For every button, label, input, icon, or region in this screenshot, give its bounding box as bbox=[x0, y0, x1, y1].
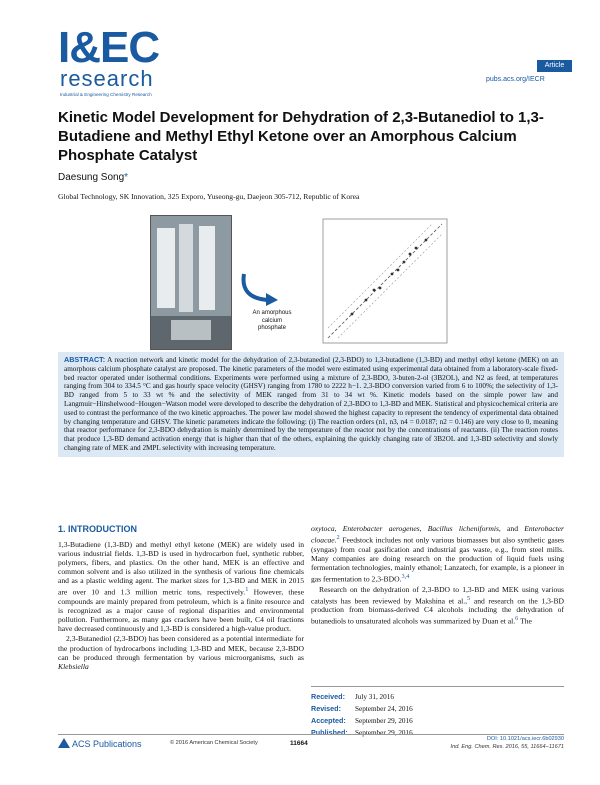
author-line bbox=[58, 172, 128, 183]
intro-paragraph-3: Research on the dehydration of 2,3-BDO to 1,3-BD and MEK using various catalysts has been reviewed by Makshina et al.,$^5$ and research on the 1,3-BD production from biomass-derived C4 alcohols including the dehydration of butanediols to unsaturated alcohols was summarized by Duan et al.$^6$ The bbox=[311, 584, 564, 626]
journal-logo-tagline: Industrial & Engineering Chemistry Research bbox=[60, 92, 152, 97]
citation-link[interactable]: 2 bbox=[336, 534, 340, 542]
doi-block bbox=[420, 736, 564, 751]
doi-link[interactable]: DOI: 10.1021/acs.iecr.6b02930 bbox=[486, 736, 564, 742]
citation: Ind. Eng. Chem. Res. 2016, 55, 11664−11671 bbox=[450, 743, 564, 750]
abstract-text: A reaction network and kinetic model for the dehydration of 2,3-butanediol (2,3-BDO) to 1,3-butadiene (1,3-BD) and methyl ethyl ketone (MEK) on an amorphous calcium phosphate catalyst are proposed. The kinetic parameters of the model were estimated using experimental data obtained from a laboratory-scale fixed-bed reactor operated under isothermal conditions. Experiments were performed using a mixture of 2,3-BDO, 3-buten-2-ol (3B2OL), and N2 as feed, at temperatures ranging from 304 to 334.5 °C and gas hourly space velocity (GHSV) ranging from 1780 to 2222 h−1. 2,3-BDO conversion varied from 6 to 100%; the selectivity of 1,3-BD ranged from 5 to 33 wt % and the selectivity of MEK ranged from 31 to 34 wt %. Kinetic models based on the simple power law and Langmuir−Hinshelwood−Hougen−Watson model were developed to describe the dehydration of 2,3-BDO to 1,3-BD and MEK. Statistical and physicochemical criteria are used to contrast the performance of the two kinetic approaches. The power law model showed the highest capacity to represent the tendency of experimental data obtained by changing temperature and GHSV. The kinetic parameters indicate the following: (i) The reaction orders (n1, n3, n4 = 0.0187; n2 = 0.146) are very close to 0, meaning that reactor performance for 2,3-BDO dehydration is mainly determined by the temperature of the reactor not by the concentrations of reactants. (ii) The reaction routes that produce 1,3-BD demand activation energy that is higher than that of the others, explaining the quickly changing rate of 3B2OL and 1,3-BD selectivity and slowly changing rate of MEK and 2MPL selectivity with increasing temperature. bbox=[64, 356, 558, 452]
citation-link[interactable]: 1 bbox=[245, 586, 249, 594]
parity-plot bbox=[322, 218, 448, 344]
citation-link[interactable]: 6 bbox=[515, 615, 519, 623]
author-name[interactable]: Daesung Song bbox=[58, 172, 125, 183]
journal-logo: I&EC bbox=[58, 23, 160, 72]
publication-dates: Received: July 31, 2016 Revised: September 24, 2016 Accepted: September 29, 2016 Published: September 29, 2016 bbox=[311, 686, 564, 739]
footer-divider bbox=[58, 734, 564, 735]
body-column-right bbox=[311, 524, 564, 627]
page-number: 11664 bbox=[290, 740, 308, 747]
catalyst-label: An amorphous calcium phosphate bbox=[252, 310, 292, 331]
journal-logo-sub: research bbox=[60, 66, 154, 91]
intro-paragraph-2: 2,3-Butanediol (2,3-BDO) has been considered as a potential intermediate for the production of hydrocarbons including 1,3-BD and MEK, because 2,3-BDO can be produced through fermentation by various microorganisms, such as Klebsiella bbox=[58, 634, 304, 671]
abstract-box bbox=[58, 352, 564, 457]
body-column-left bbox=[58, 540, 304, 672]
journal-url-link[interactable]: pubs.acs.org/IECR bbox=[486, 76, 545, 83]
intro-paragraph-2-cont: oxytoca, Enterobacter aerogenes, Bacillus licheniformis, and Enterobacter cloacae.$^2$ Feedstock includes not only various biomasses but also synthetic gases (syngas) from coal gasification and industrial gas waste, e.g., from steel mills. Many companies are doing research on the production of liquid fuels using fermentation technologies, mainly ethanol; Lanzatech, for example, is a pioneer in gas fermentation to 2,3-BDO.$^{3,4}$ bbox=[311, 524, 565, 584]
affiliation: Global Technology, SK Innovation, 325 Exporo, Yuseong-gu, Daejeon 305-712, Republic of Korea bbox=[58, 192, 360, 201]
citation-link[interactable]: 5 bbox=[467, 594, 471, 602]
article-badge: Article bbox=[537, 60, 572, 72]
acs-logo-icon bbox=[58, 738, 70, 748]
section-heading-introduction: 1. INTRODUCTION bbox=[58, 524, 138, 534]
copyright: © 2016 American Chemical Society bbox=[170, 740, 258, 746]
paper-title: Kinetic Model Development for Dehydration of 2,3-Butanediol to 1,3-Butadiene and Methyl Ethyl Ketone over an Amorphous Calcium Phosphate Catalyst bbox=[58, 109, 544, 164]
citation-link[interactable]: 3,4 bbox=[401, 573, 410, 580]
abstract-label: ABSTRACT: bbox=[64, 355, 106, 364]
reactor-photo bbox=[150, 215, 232, 350]
acs-publications-logo[interactable]: ACS Publications bbox=[58, 738, 142, 749]
intro-paragraph-1: 1,3-Butadiene (1,3-BD) and methyl ethyl ketone (MEK) are widely used in various industrial fields. 1,3-BD is used in hydrocarbon fuel, synthetic rubber, polymers, fibers, and plastics. On the other hand, MEK is an effective and common solvent and is also utilized in the synthesis of various fine chemicals and as a plastic welding agent. The market sizes for 1,3-BD and MEK in 2015 are over 10 and 1.3 million metric tons, respectively.$^1$ However, these compounds are mainly prepared from petroleum, which is a finite resource and is recognized as a major cause of regional disparities and environmental pollution. Furthermore, as many gas crackers have been built, C4 oil fractions have decreased continuously and 1,3-BD is considered a high-value product. bbox=[58, 540, 305, 634]
curved-arrow-icon bbox=[238, 268, 282, 308]
corresponding-author-mark[interactable]: * bbox=[124, 172, 129, 183]
